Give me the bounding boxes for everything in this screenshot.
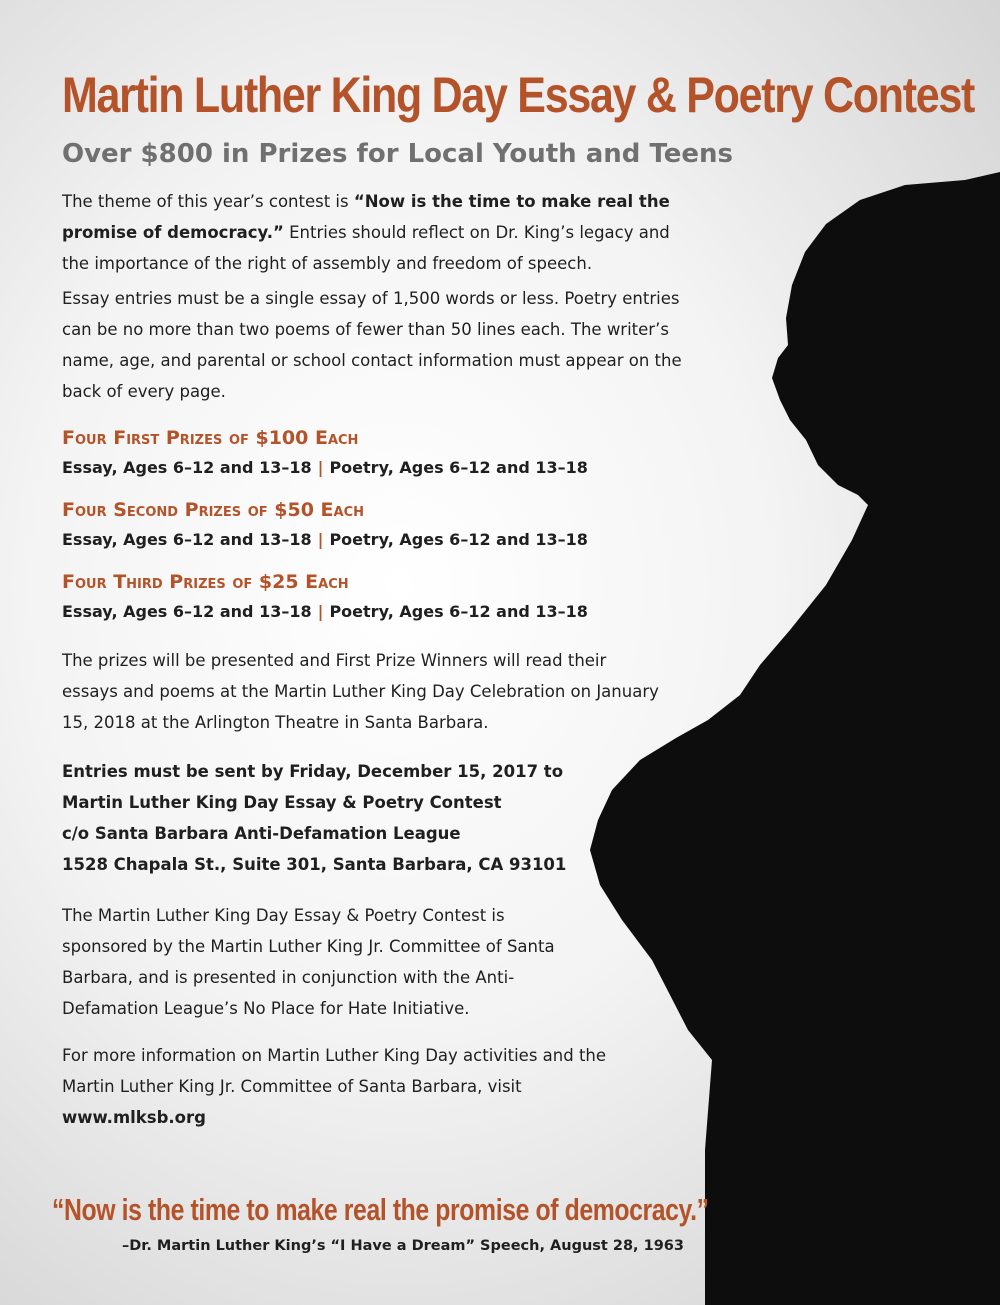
poetry-category: Poetry, Ages 6–12 and 13–18: [329, 458, 588, 477]
third-prize-categories: [62, 597, 942, 627]
essay-category: Essay, Ages 6–12 and 13–18: [62, 458, 312, 477]
contest-title: Martin Luther King Day Essay & Poetry Contest: [62, 67, 975, 123]
address-contest-line: Martin Luther King Day Essay & Poetry Contest: [62, 793, 502, 812]
sponsor-paragraph: The Martin Luther King Day Essay & Poetry Contest is sponsored by the Martin Luther King Jr. Committee of Santa Barbara, and is presented in conjunction with the Anti-Defamation League’s No Place for Hate Initiative.: [62, 906, 555, 1018]
first-prize-categories: [62, 453, 942, 483]
address-street-line: 1528 Chapala St., Suite 301, Santa Barbara, CA 93101: [62, 855, 567, 874]
third-prize-heading: Four Third Prizes of $25 Each: [62, 571, 349, 593]
website-link[interactable]: www.mlksb.org: [62, 1108, 206, 1127]
mailing-address: [62, 756, 662, 880]
flyer-content: [62, 62, 975, 1133]
third-prize-block: [62, 567, 942, 627]
theme-paragraph: [62, 186, 702, 279]
theme-prefix: The theme of this year’s contest is: [62, 192, 354, 211]
category-separator: |: [317, 602, 324, 621]
second-prize-block: [62, 495, 942, 555]
essay-category: Essay, Ages 6–12 and 13–18: [62, 530, 312, 549]
category-separator: |: [317, 530, 324, 549]
essay-category: Essay, Ages 6–12 and 13–18: [62, 602, 312, 621]
first-prize-block: [62, 423, 942, 483]
closing-quote: “Now is the time to make real the promise of democracy.”: [52, 1192, 709, 1227]
rules-paragraph: Essay entries must be a single essay of 1,500 words or less. Poetry entries can be no more than two poems of fewer than 50 lines each. The writer’s name, age, and parental or school contact information must appear on the back of every page.: [62, 289, 682, 401]
theme-quote: “Now is the time to make real the promise of democracy.”: [62, 192, 670, 242]
quote-attribution: –Dr. Martin Luther King’s “I Have a Dream” Speech, August 28, 1963: [122, 1238, 684, 1254]
address-care-of-line: c/o Santa Barbara Anti-Defamation League: [62, 824, 461, 843]
theme-suffix: Entries should reflect on Dr. King’s legacy and the importance of the right of assembly and freedom of speech.: [62, 223, 670, 273]
prize-subtitle: Over $800 in Prizes for Local Youth and Teens: [62, 139, 733, 169]
info-paragraph: [62, 1040, 622, 1133]
presentation-paragraph: The prizes will be presented and First Prize Winners will read their essays and poems at the Martin Luther King Day Celebration on January 15, 2018 at the Arlington Theatre in Santa Barbara.: [62, 651, 659, 732]
second-prize-heading: Four Second Prizes of $50 Each: [62, 499, 364, 521]
info-text: For more information on Martin Luther King Day activities and the Martin Luther King Jr. Committee of Santa Barbara, visit: [62, 1046, 607, 1096]
category-separator: |: [317, 458, 324, 477]
poetry-category: Poetry, Ages 6–12 and 13–18: [329, 602, 588, 621]
poetry-category: Poetry, Ages 6–12 and 13–18: [329, 530, 588, 549]
first-prize-heading: Four First Prizes of $100 Each: [62, 427, 359, 449]
deadline-line: Entries must be sent by Friday, December 15, 2017 to: [62, 762, 564, 781]
second-prize-categories: [62, 525, 942, 555]
